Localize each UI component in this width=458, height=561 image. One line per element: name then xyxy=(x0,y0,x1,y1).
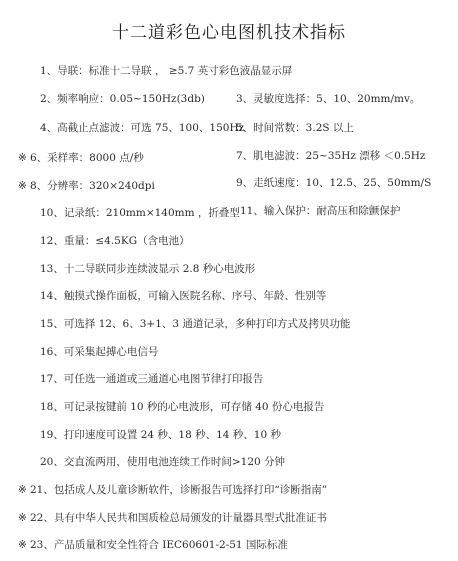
spec-item-1: 1、导联：标准十二导联 ， ≥5.7 英寸彩色液晶显示屏 xyxy=(40,65,293,77)
spec-item-23: 23、产品质量和安全性符合 IEC60601-2-51 国际标准 xyxy=(30,539,288,551)
spec-item-2: 2、频率响应：0.05~150Hz(3db) xyxy=(40,93,205,105)
important-mark: ※ xyxy=(18,152,27,164)
spec-item-15: 15、可选择 12、6、3+1、3 通道记录，多种打印方式及拷贝功能 xyxy=(40,318,351,330)
spec-item-16: 16、可采集起搏心电信号 xyxy=(40,346,159,358)
important-mark: ※ xyxy=(18,512,27,524)
important-mark: ※ xyxy=(18,180,27,192)
spec-item-14: 14、触摸式操作面板，可输入医院名称、序号、年龄、性别等 xyxy=(40,290,327,302)
spec-item-20: 20、交直流两用，使用电池连续工作时间>120 分钟 xyxy=(40,456,286,468)
important-mark: ※ xyxy=(18,484,27,496)
spec-item-9: 9、走纸速度：10、12.5、25、50mm/S xyxy=(236,177,432,189)
spec-item-12: 12、重量：≤4.5KG（含电池） xyxy=(40,235,190,247)
important-mark: ※ xyxy=(18,539,27,551)
spec-item-19: 19、打印速度可设置 24 秒、18 秒、14 秒、10 秒 xyxy=(40,429,281,441)
spec-item-8: 8、分辨率：320×240dpi xyxy=(30,180,155,192)
spec-item-13: 13、十二导联同步连续波显示 2.8 秒心电波形 xyxy=(40,263,256,275)
spec-item-22: 22、具有中华人民共和国质检总局颁发的计量器具型式批准证书 xyxy=(30,512,327,524)
spec-item-18: 18、可记录按键前 10 秒的心电波形，可存储 40 份心电报告 xyxy=(40,401,325,413)
spec-item-7: 7、肌电滤波：25~35Hz 漂移 ＜0.5Hz xyxy=(236,150,426,162)
document-title: 十二道彩色心电图机技术指标 xyxy=(112,23,346,43)
spec-item-5: 5、时间常数：3.2S 以上 xyxy=(236,122,354,134)
spec-item-6: 6、采样率：8000 点/秒 xyxy=(30,152,144,164)
spec-item-10: 10、记录纸：210mm×140mm ，折叠型 xyxy=(40,207,240,219)
spec-item-17: 17、可任选一通道或三通道心电图节律打印报告 xyxy=(40,373,264,385)
spec-item-11: 11、输入保护：耐高压和除颤保护 xyxy=(240,205,401,217)
spec-item-21: 21、包括成人及儿童诊断软件，诊断报告可选择打印“诊断指南” xyxy=(30,484,328,496)
spec-item-4: 4、高截止点滤波：可选 75、100、150Hz xyxy=(40,122,245,134)
spec-item-3: 3、灵敏度选择：5、10、20mm/mv。 xyxy=(236,93,421,105)
